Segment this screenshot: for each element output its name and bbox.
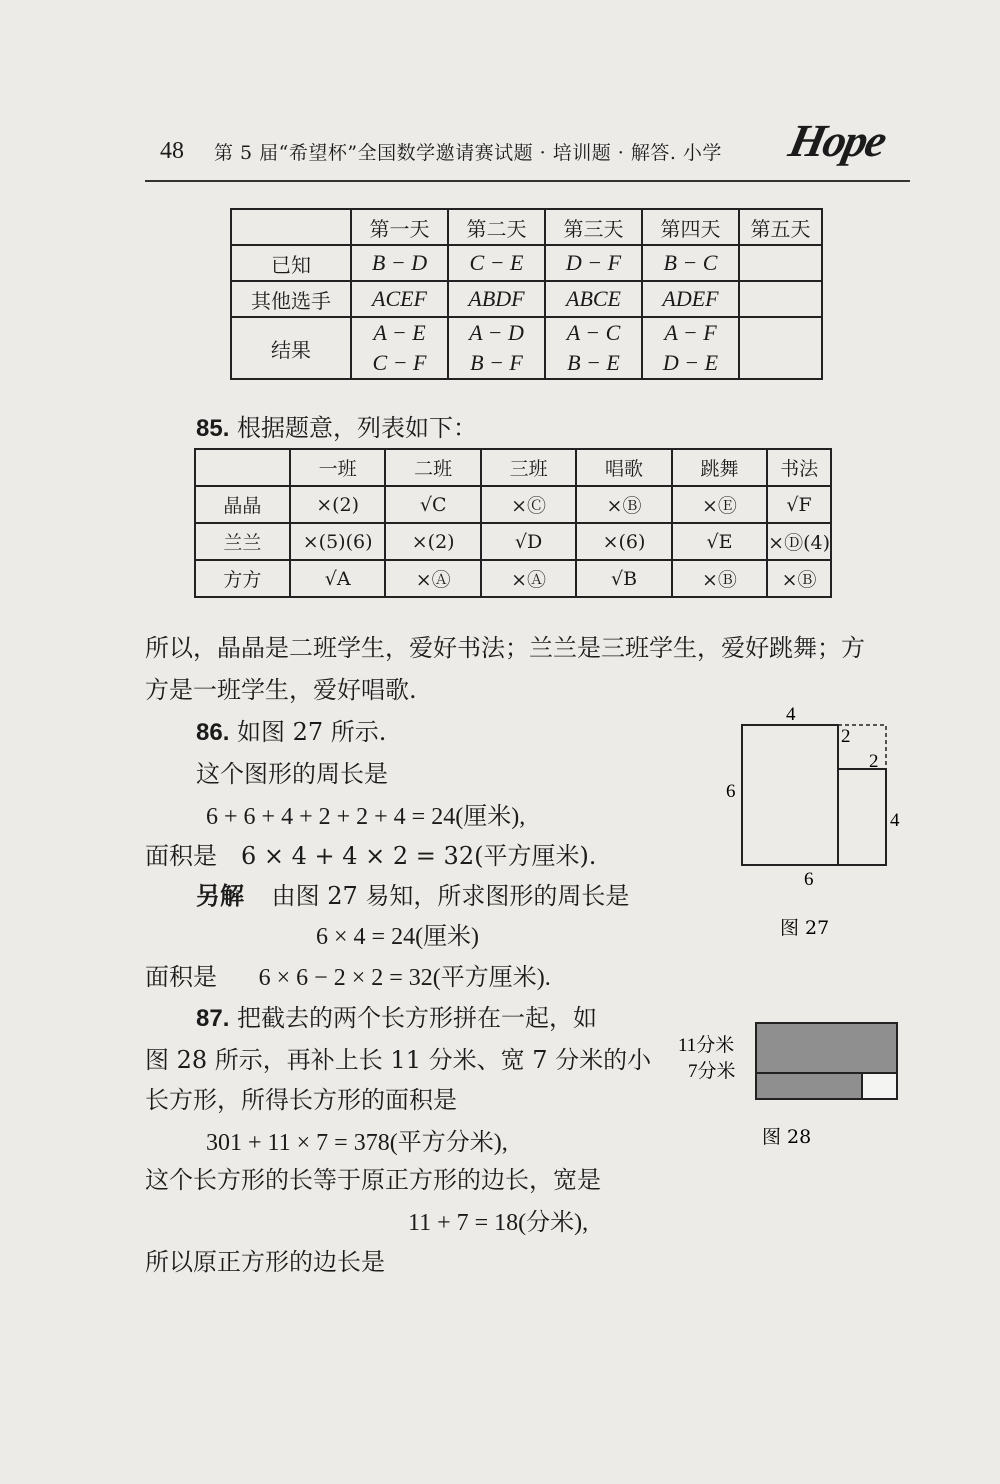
table-cell: 唱歌 xyxy=(576,449,672,486)
class-hobby-table xyxy=(194,448,832,598)
table-cell: ×Ⓑ xyxy=(767,560,831,597)
table-cell: A − E xyxy=(351,317,448,348)
table-cell: 第三天 xyxy=(545,209,642,245)
equation-line: 6 + 6 + 4 + 2 + 2 + 4 = 24(厘米), xyxy=(206,804,526,830)
table-cell: ×Ⓑ xyxy=(672,560,767,597)
alt-solution-label: 另解 xyxy=(196,881,244,910)
table-cell: ×Ⓒ xyxy=(481,486,576,523)
table-cell: 第二天 xyxy=(448,209,545,245)
figure-28 xyxy=(670,1015,910,1155)
paragraph-line: 长方形，所得长方形的面积是 xyxy=(145,1086,457,1114)
table-cell: B − D xyxy=(351,245,448,281)
paragraph-text: 由图 27 易知，所求图形的周长是 xyxy=(271,882,630,910)
table-cell: 一班 xyxy=(290,449,386,486)
table-cell: √A xyxy=(290,560,386,597)
running-header-title: 第 5 届“希望杯”全国数学邀请赛试题 · 培训题 · 解答. 小学 xyxy=(214,142,722,164)
table-row xyxy=(195,523,831,560)
table-cell: √E xyxy=(672,523,767,560)
equation-line: 6 × 4 = 24(厘米) xyxy=(316,924,480,950)
table-cell: B − F xyxy=(448,348,545,379)
table-cell: B − E xyxy=(545,348,642,379)
table-cell xyxy=(739,317,822,348)
fig27-left-rect xyxy=(742,725,838,865)
problem-text: 如图 27 所示. xyxy=(237,718,387,746)
table-cell: B − C xyxy=(642,245,739,281)
fig28-bottom-rect xyxy=(756,1073,862,1099)
table-cell: A − C xyxy=(545,317,642,348)
table-header-row xyxy=(231,209,822,245)
table-cell: C − E xyxy=(448,245,545,281)
table-cell: ABCE xyxy=(545,281,642,317)
table-row xyxy=(231,281,822,317)
problem-87-line xyxy=(196,998,597,1033)
table-row xyxy=(231,317,822,348)
header-rule xyxy=(145,180,910,182)
problem-86-line xyxy=(196,712,386,747)
paragraph-line: 所以，晶晶是二班学生，爱好书法；兰兰是三班学生，爱好跳舞；方 xyxy=(145,634,865,662)
table-cell: 二班 xyxy=(385,449,481,486)
table-cell: ×Ⓔ xyxy=(672,486,767,523)
equation-line: 301 + 11 × 7 = 378(平方分米), xyxy=(206,1130,508,1156)
table-header-row xyxy=(195,449,831,486)
table-cell: 三班 xyxy=(481,449,576,486)
row-label: 已知 xyxy=(231,245,351,281)
fig28-top-rect xyxy=(756,1023,897,1073)
table-cell: ×(6) xyxy=(576,523,672,560)
problem-text: 根据题意，列表如下： xyxy=(237,414,478,442)
fig28-caption: 图 28 xyxy=(762,1126,812,1148)
table-cell: 第五天 xyxy=(739,209,822,245)
table-cell: √B xyxy=(576,560,672,597)
table-cell: A − F xyxy=(642,317,739,348)
table-cell: A − D xyxy=(448,317,545,348)
fig27-label-left: 6 xyxy=(726,781,736,802)
table-cell xyxy=(739,348,822,379)
table-row xyxy=(195,486,831,523)
table-cell: √D xyxy=(481,523,576,560)
equation-line: 11 + 7 = 18(分米), xyxy=(408,1210,589,1236)
table-cell: ×Ⓐ xyxy=(481,560,576,597)
table-cell xyxy=(231,209,351,245)
row-label: 结果 xyxy=(231,317,351,379)
table-row xyxy=(231,245,822,281)
row-label: 方方 xyxy=(195,560,290,597)
problem-85-line xyxy=(196,408,477,443)
fig28-label-top: 11分米 xyxy=(678,1035,735,1056)
row-label: 其他选手 xyxy=(231,281,351,317)
hope-logo: Hope xyxy=(784,115,890,166)
fig28-label-bottom: 7分米 xyxy=(688,1061,736,1082)
problem-number: 86. xyxy=(196,719,230,746)
fig27-label-right: 4 xyxy=(890,810,900,831)
fig27-label-bottom: 6 xyxy=(804,869,814,890)
table-cell: √F xyxy=(767,486,831,523)
table-cell: D − E xyxy=(642,348,739,379)
table-cell: ×(5)(6) xyxy=(290,523,386,560)
paragraph-text: 面积是 xyxy=(145,963,217,991)
table-cell: ×(2) xyxy=(290,486,386,523)
table-cell: ADEF xyxy=(642,281,739,317)
equation-line: 面积是 6 × 4 + 4 × 2 = 32(平方厘米). xyxy=(145,842,597,870)
table-cell xyxy=(195,449,290,486)
table-cell: ABDF xyxy=(448,281,545,317)
table-cell: C − F xyxy=(351,348,448,379)
row-label: 晶晶 xyxy=(195,486,290,523)
problem-number: 85. xyxy=(196,415,230,442)
fig27-label-inner-top: 2 xyxy=(841,726,851,747)
schedule-table xyxy=(230,208,823,380)
table-cell: ×(2) xyxy=(385,523,481,560)
table-cell: 第四天 xyxy=(642,209,739,245)
table-cell: ACEF xyxy=(351,281,448,317)
table-row xyxy=(195,560,831,597)
problem-text: 把截去的两个长方形拼在一起，如 xyxy=(237,1004,598,1032)
table-cell: ×Ⓓ(4) xyxy=(767,523,831,560)
fig27-label-top: 4 xyxy=(786,704,796,725)
table-cell: 跳舞 xyxy=(672,449,767,486)
problem-number: 87. xyxy=(196,1005,230,1032)
paragraph-line: 这个长方形的长等于原正方形的边长，宽是 xyxy=(145,1166,601,1194)
table-cell xyxy=(739,245,822,281)
paragraph-line: 图 28 所示，再补上长 11 分米、宽 7 分米的小 xyxy=(145,1046,652,1074)
fig27-label-inner-right: 2 xyxy=(869,751,879,772)
alt-solution-line xyxy=(196,876,629,911)
equation-line xyxy=(145,957,551,992)
figure-27 xyxy=(720,700,920,950)
paragraph-line: 方是一班学生，爱好唱歌. xyxy=(145,676,417,704)
row-label: 兰兰 xyxy=(195,523,290,560)
paragraph-line: 所以原正方形的边长是 xyxy=(145,1248,385,1276)
fig27-caption: 图 27 xyxy=(780,917,830,939)
table-cell: 第一天 xyxy=(351,209,448,245)
paragraph-line: 这个图形的周长是 xyxy=(196,760,388,788)
fig27-right-rect xyxy=(838,769,886,865)
table-cell: D − F xyxy=(545,245,642,281)
page-number: 48 xyxy=(160,138,184,164)
table-cell: √C xyxy=(385,486,481,523)
table-cell: ×Ⓐ xyxy=(385,560,481,597)
table-cell: ×Ⓑ xyxy=(576,486,672,523)
equation-text: 6 × 6 − 2 × 2 = 32(平方厘米). xyxy=(258,965,551,991)
table-cell: 书法 xyxy=(767,449,831,486)
fig28-added-rect xyxy=(862,1073,897,1099)
table-cell xyxy=(739,281,822,317)
